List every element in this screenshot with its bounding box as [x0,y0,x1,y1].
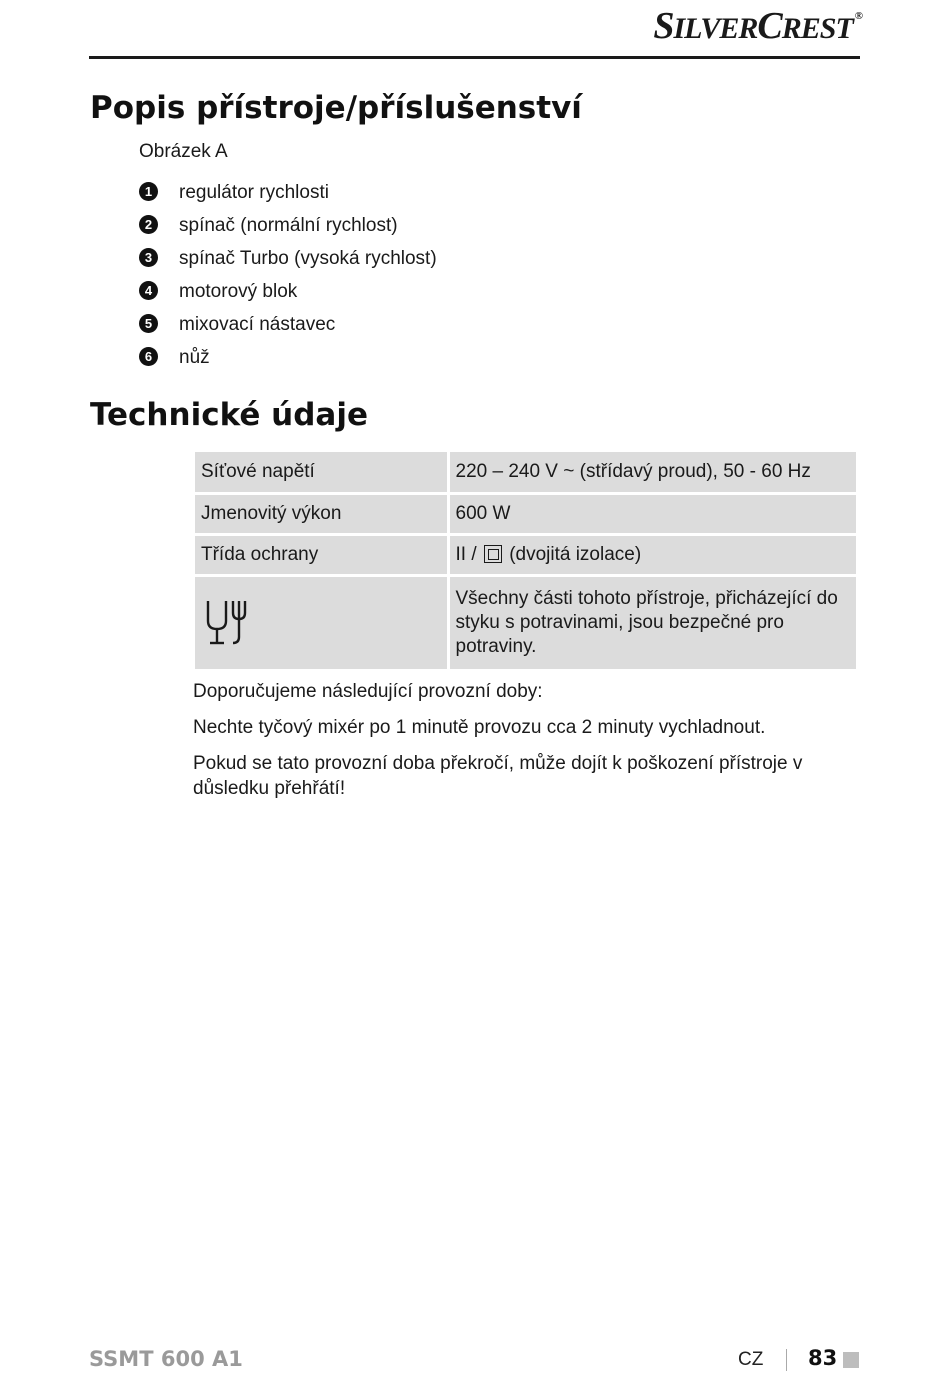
list-item [139,176,437,209]
part-label: regulátor rychlosti [179,181,329,203]
list-item [139,275,437,308]
page-number: 83 [808,1346,838,1370]
number-badge: 6 [139,347,158,366]
protection-note: (dvojitá izolace) [509,543,642,565]
spec-table [195,452,859,672]
part-label: nůž [179,346,210,368]
table-row [195,452,858,493]
part-label: spínač (normální rychlost) [179,214,398,236]
number-badge: 2 [139,215,158,234]
spec-value: 220 – 240 V ~ (střídavý proud), 50 - 60 Hz [448,452,858,493]
number-badge: 1 [139,182,158,201]
list-item [139,308,437,341]
spec-value: Všechny části tohoto přístroje, přicházející do styku s potravinami, jsou bezpečné pro potraviny. [448,575,858,670]
footer-square-mark [843,1352,859,1368]
food-safe-glass-fork-icon [205,597,253,649]
footer-model: SSMT 600 A1 [89,1347,243,1371]
spec-key: Jmenovitý výkon [195,493,448,534]
operation-instruction: Nechte tyčový mixér po 1 minutě provozu cca 2 minuty vychladnout. [193,717,766,738]
part-label: spínač Turbo (vysoká rychlost) [179,247,437,269]
part-label: mixovací nástavec [179,313,336,335]
spec-value [448,534,858,575]
table-row [195,534,858,575]
brand-logo: SILVERCREST ® [653,5,862,47]
footer-divider [786,1349,787,1371]
number-badge: 3 [139,248,158,267]
spec-key [195,575,448,670]
parts-list [139,176,437,374]
spec-value: 600 W [448,493,858,534]
header-rule [89,56,860,59]
figure-label: Obrázek A [139,141,228,162]
spec-key: Třída ochrany [195,534,448,575]
section-title-description: Popis přístroje/příslušenství [90,90,582,126]
part-label: motorový blok [179,280,298,302]
protection-class: II / [455,543,477,565]
double-insulation-icon [484,545,502,563]
table-row [195,493,858,534]
list-item [139,242,437,275]
section-title-technical: Technické údaje [90,397,369,433]
table-row [195,575,858,670]
number-badge: 4 [139,281,158,300]
overheat-warning: Pokud se tato provozní doba překročí, může dojít k poškození přístroje v důsledku přehřátí! [193,753,803,799]
spec-key: Síťové napětí [195,452,448,493]
list-item [139,341,437,374]
operation-intro: Doporučujeme následující provozní doby: [193,681,543,702]
number-badge: 5 [139,314,158,333]
footer-language: CZ [738,1349,764,1370]
list-item [139,209,437,242]
